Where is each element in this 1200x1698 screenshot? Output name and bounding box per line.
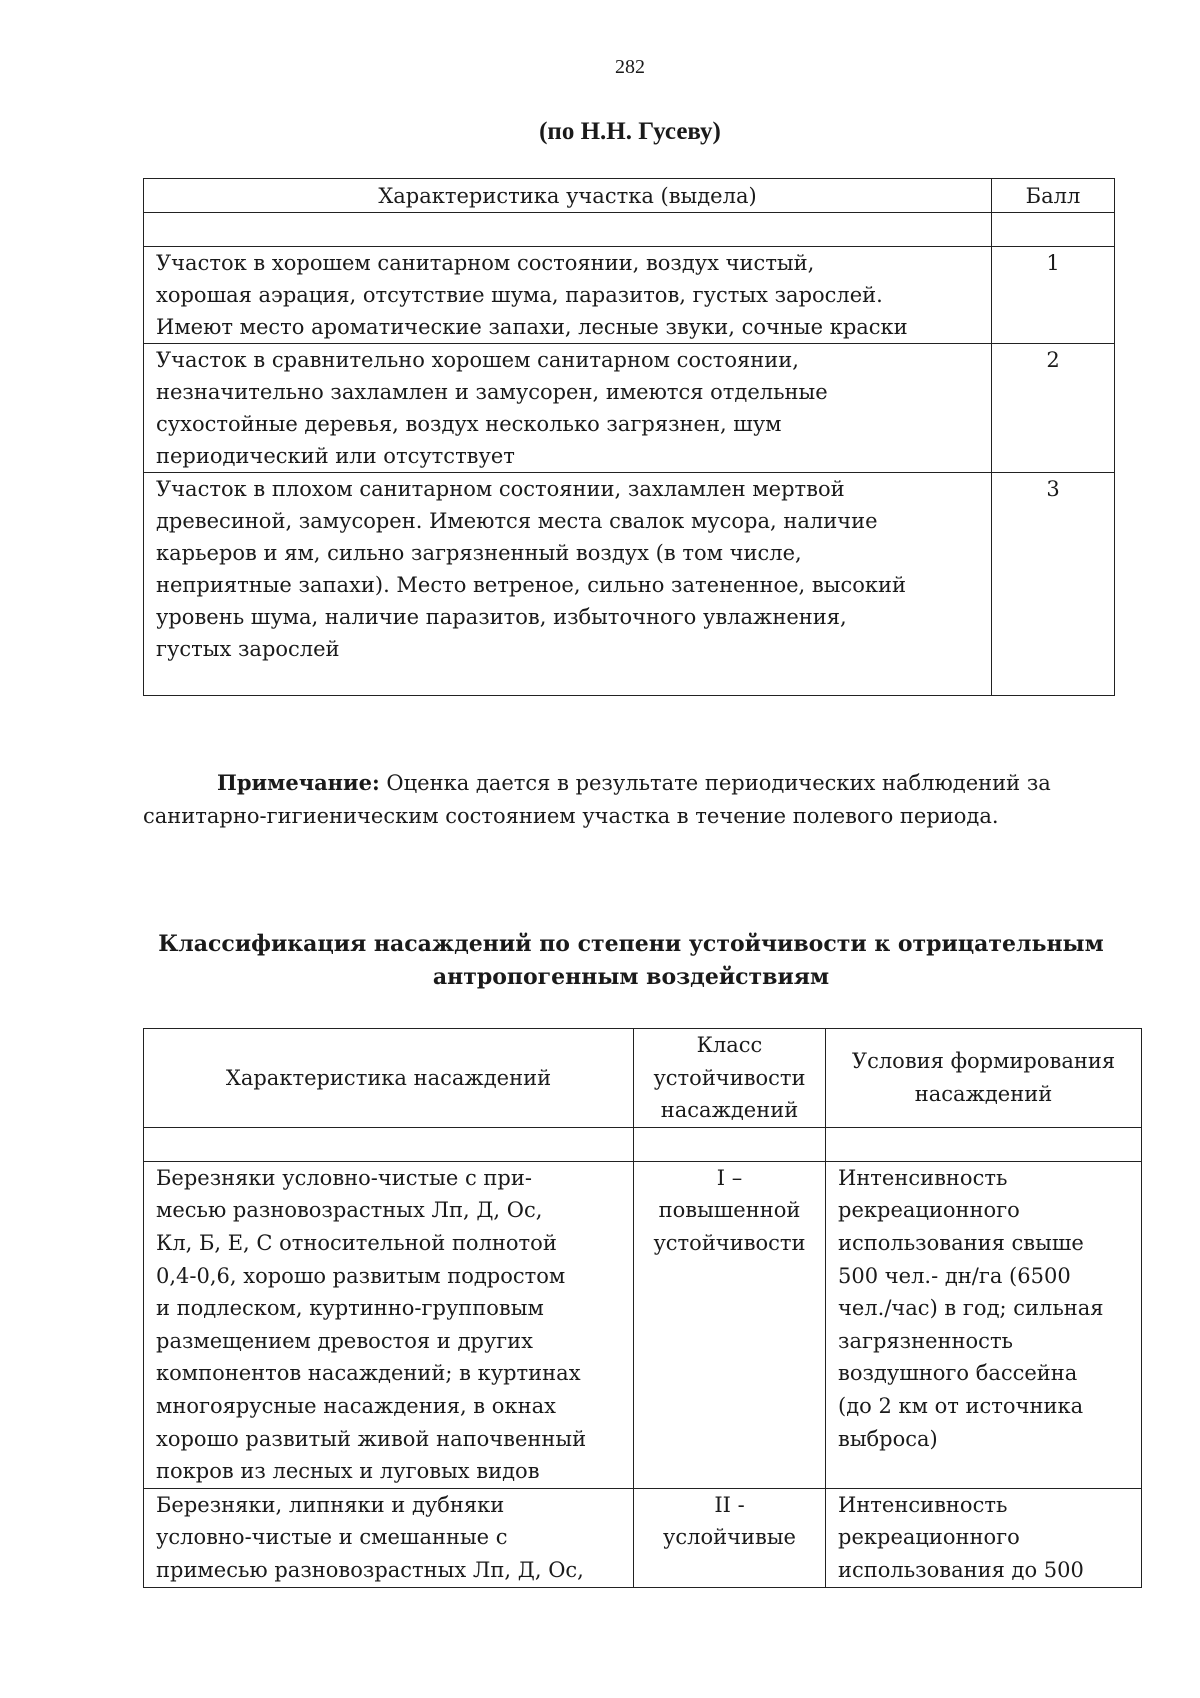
score-cell: 2: [992, 344, 1115, 473]
table-row: [144, 1161, 1142, 1488]
text-line: Участок в плохом санитарном состоянии, захламлен мертвой: [156, 477, 845, 501]
text-line: карьеров и ям, сильно загрязненный воздух (в том числе,: [156, 541, 802, 565]
column-header: Характеристика насаждений: [144, 1029, 634, 1128]
table-header-row: [144, 179, 1115, 213]
table-header-row: [144, 1029, 1142, 1128]
characteristic-cell: Березняки, липняки и дубняки условно-чистые и смешанные с примесью разновозрастных Лп, Д, Ос,: [144, 1488, 634, 1587]
column-header: Условия формирования насаждений: [826, 1029, 1142, 1128]
text-line: периодический или отсутствует: [156, 444, 515, 468]
column-header: Характеристика участка (выдела): [144, 179, 992, 213]
class-cell: II - услойчивые: [634, 1488, 826, 1587]
conditions-cell: Интенсивность рекреационного использования до 500: [826, 1488, 1142, 1587]
note-label: Примечание:: [217, 770, 380, 795]
score-cell: 3: [992, 473, 1115, 696]
text-line: густых зарослей: [156, 637, 340, 661]
text-line: сухостойные деревья, воздух несколько загрязнен, шум: [156, 412, 782, 436]
text-line: Участок в хорошем санитарном состоянии, воздух чистый,: [156, 251, 815, 275]
table-row: [144, 473, 1115, 696]
note-text: Оценка дается в результате периодических наблюдений за санитарно-гигиеническим состоянием участка в течение полевого периода.: [143, 771, 1051, 828]
characteristic-cell: [144, 344, 992, 473]
table1-subtitle: (по Н.Н. Гусеву): [539, 118, 721, 145]
characteristic-cell: [144, 247, 992, 344]
column-header: Класс устойчивости насаждений: [634, 1029, 826, 1128]
empty-row: [144, 1127, 1142, 1161]
title-line: Классификация насаждений по степени устойчивости к отрицательным: [158, 931, 1104, 957]
text-line: Участок в сравнительно хорошем санитарном состоянии,: [156, 348, 799, 372]
class-cell: I – повышенной устойчивости: [634, 1161, 826, 1488]
text-line: уровень шума, наличие паразитов, избыточного увлажнения,: [156, 605, 847, 629]
score-cell: 1: [992, 247, 1115, 344]
table-row: [144, 247, 1115, 344]
empty-row: [144, 213, 1115, 247]
text-line: незначительно захламлен и замусорен, имеются отдельные: [156, 380, 828, 404]
text-line: Имеют место ароматические запахи, лесные звуки, сочные краски: [156, 315, 908, 339]
page-number: 282: [615, 56, 645, 78]
table2-title: [143, 928, 1119, 994]
title-line: антропогенным воздействиям: [432, 964, 830, 990]
stability-class-table: [143, 1028, 1142, 1588]
table-row: [144, 344, 1115, 473]
conditions-cell: Интенсивность рекреационного использования свыше 500 чел.- дн/га (6500 чел./час) в год; сильная загрязненность воздушного бассейна (до 2 км от источника выброса): [826, 1161, 1142, 1488]
table-row: [144, 1488, 1142, 1587]
text-line: неприятные запахи). Место ветреное, сильно затененное, высокий: [156, 573, 906, 597]
characteristic-cell: [144, 473, 992, 696]
note-paragraph: [143, 766, 1119, 833]
characteristic-cell: Березняки условно-чистые с при- месью разновозрастных Лп, Д, Ос, Кл, Б, Е, С относительной полнотой 0,4-0,6, хорошо развитым подростом и подлеском, куртинно-групповым размещением древостоя и других компонентов насаждений; в куртинах многоярусные насаждения, в окнах хорошо развитый живой напочвенный покров из лесных и луговых видов: [144, 1161, 634, 1488]
sanitary-score-table: [143, 178, 1115, 696]
text-line: древесиной, замусорен. Имеются места свалок мусора, наличие: [156, 509, 878, 533]
text-line: хорошая аэрация, отсутствие шума, паразитов, густых зарослей.: [156, 283, 883, 307]
column-header: Балл: [992, 179, 1115, 213]
